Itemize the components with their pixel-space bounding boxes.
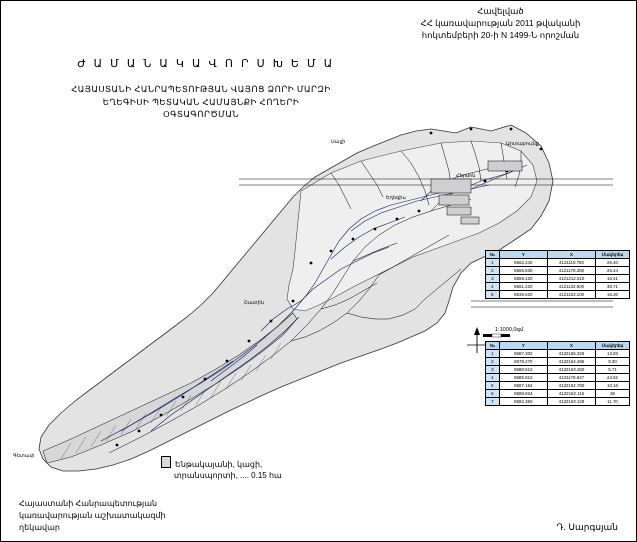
legend-label-2: տրանսպորտի, .... 0.15 հա <box>174 471 282 480</box>
cell-y: 8680.512 <box>499 366 547 374</box>
cell-x: 4121178.350 <box>547 267 595 275</box>
legend-swatch-icon <box>161 456 171 468</box>
footer-line-1: Հայաստանի Հանրապետության <box>19 499 158 508</box>
footer-line-2: կառավարության աշխատակազմի <box>19 511 166 520</box>
cell-y: 8685.812 <box>499 374 547 382</box>
cell-x: 4132165.326 <box>547 350 595 358</box>
cell-area: 26.40 <box>596 259 630 267</box>
scale-label: 1:1000,0գմ <box>495 327 524 333</box>
cell-area: 16.20 <box>596 291 630 299</box>
approval-line-2: ՀՀ կառավարության 2011 թվականի <box>420 18 581 28</box>
table-row <box>486 291 630 299</box>
cell-area: 26.44 <box>596 267 630 275</box>
cell-area: 9.30 <box>596 358 630 366</box>
table-row <box>486 259 630 267</box>
cell-y: 8692.360 <box>499 398 547 406</box>
footer-signatory-name: Դ. Սարգսյան <box>556 522 618 532</box>
cell-index: 6 <box>486 390 500 398</box>
cell-x: 4131178.847 <box>547 374 595 382</box>
page-subtitle <box>21 83 381 121</box>
cell-index: 2 <box>486 267 500 275</box>
footer-signature-block <box>19 498 166 534</box>
table-row <box>486 390 630 398</box>
subtitle-line-2: ԵՂԵԳԻՍԻ ՊԵՏԱԿԱՆ ՀԱՄԱՅՆՔԻ ՀՈՂԵՐԻ <box>102 96 300 107</box>
approval-line-3: հոկտեմբերի 20-ի N 1499-Ն որոշման <box>421 30 580 40</box>
cell-x: 4132164.486 <box>547 358 595 366</box>
cell-area: 16.41 <box>596 275 630 283</box>
cell-index: 4 <box>486 374 500 382</box>
table-header-area: Մակերես <box>596 342 630 350</box>
cell-x: 4121153.100 <box>547 291 595 299</box>
cell-area: 24.52 <box>596 374 630 382</box>
cell-x: 4132163.260 <box>547 366 595 374</box>
table-row <box>486 366 630 374</box>
cell-x: 4132162.116 <box>547 390 595 398</box>
cell-index: 3 <box>486 366 500 374</box>
table-header-y: Y <box>499 342 547 350</box>
table-row <box>486 358 630 366</box>
cell-index: 1 <box>486 350 500 358</box>
legend-row <box>161 470 282 481</box>
table-header-index: № <box>486 251 500 259</box>
cell-index: 2 <box>486 358 500 366</box>
cell-x: 4121132.500 <box>547 283 595 291</box>
legend-row <box>161 456 282 470</box>
cell-y: 8559.120 <box>499 275 547 283</box>
cell-area: 36 <box>596 390 630 398</box>
map-label-getap: Գետափ <box>13 453 35 459</box>
map-label-hermon: Հերմոն <box>456 173 476 179</box>
cell-y: 8679.270 <box>499 358 547 366</box>
cell-index: 7 <box>486 398 500 406</box>
cell-area: 5.71 <box>596 366 630 374</box>
cell-index: 3 <box>486 275 500 283</box>
cell-index: 5 <box>486 382 500 390</box>
table-row <box>486 267 630 275</box>
north-arrow-icon <box>467 327 487 353</box>
cell-y: 8536.520 <box>499 291 547 299</box>
cell-y: 8562.240 <box>499 259 547 267</box>
table-row <box>486 398 630 406</box>
cell-area: 11.70 <box>596 398 630 406</box>
map-label-shatin: Շատին <box>244 300 264 306</box>
table-row <box>486 350 630 358</box>
cell-area: 30.71 <box>596 283 630 291</box>
footer-line-3: ղեկավար <box>19 523 60 532</box>
cell-area: 10.16 <box>596 382 630 390</box>
table-header-index: № <box>486 342 500 350</box>
legend <box>161 456 282 481</box>
table-row <box>486 283 630 291</box>
scale-bar <box>483 334 510 337</box>
table-row <box>486 251 630 259</box>
legend-label-1: Ենթակայանի, կացի, <box>175 460 263 469</box>
cell-y: 8687.302 <box>499 350 547 358</box>
map-label-yeghegis: Եղեգիս <box>386 195 406 201</box>
cell-x: 4132163.128 <box>547 398 595 406</box>
map-label-artabuynk: Արտաբույնք <box>506 141 539 147</box>
cell-area: 13.83 <box>596 350 630 358</box>
coordinates-table-top <box>485 250 630 299</box>
table-header-y: Y <box>499 251 547 259</box>
table-row <box>486 382 630 390</box>
cell-y: 8697.164 <box>499 382 547 390</box>
cell-index: 1 <box>486 259 500 267</box>
cell-y: 8561.220 <box>499 283 547 291</box>
table-row <box>486 342 630 350</box>
cell-index: 5 <box>486 291 500 299</box>
table-header-area: Մակերես <box>596 251 630 259</box>
subtitle-line-1: ՀԱՅԱՍՏԱՆԻ ՀԱՆՐԱՊԵՏՈՒԹՅԱՆ ՎԱՅՈՑ ՁՈՐԻ ՄԱՐԶԻ <box>71 84 331 94</box>
table-header-x: X <box>547 251 595 259</box>
cell-y: 8566.830 <box>499 267 547 275</box>
table-header-x: X <box>547 342 595 350</box>
cell-x: 4132162.780 <box>547 382 595 390</box>
cell-index: 4 <box>486 283 500 291</box>
cell-x: 4121212.510 <box>547 275 595 283</box>
cell-y: 8698.824 <box>499 390 547 398</box>
subtitle-line-3: ՕԳՏԱԳՈՐԾՄԱՆ <box>162 109 240 119</box>
table-row <box>486 275 630 283</box>
map-label-salli: Սալլի <box>331 139 346 145</box>
page-title: Ժ Ա Մ Ա Ն Ա Կ Ա Վ Ո Ր Ս Խ Ե Մ Ա <box>77 58 335 70</box>
cell-x: 4121119.780 <box>547 259 595 267</box>
approval-block <box>373 5 628 41</box>
coordinates-table-bottom <box>485 341 630 406</box>
approval-line-1: Հավելված <box>477 6 524 16</box>
table-row <box>486 374 630 382</box>
